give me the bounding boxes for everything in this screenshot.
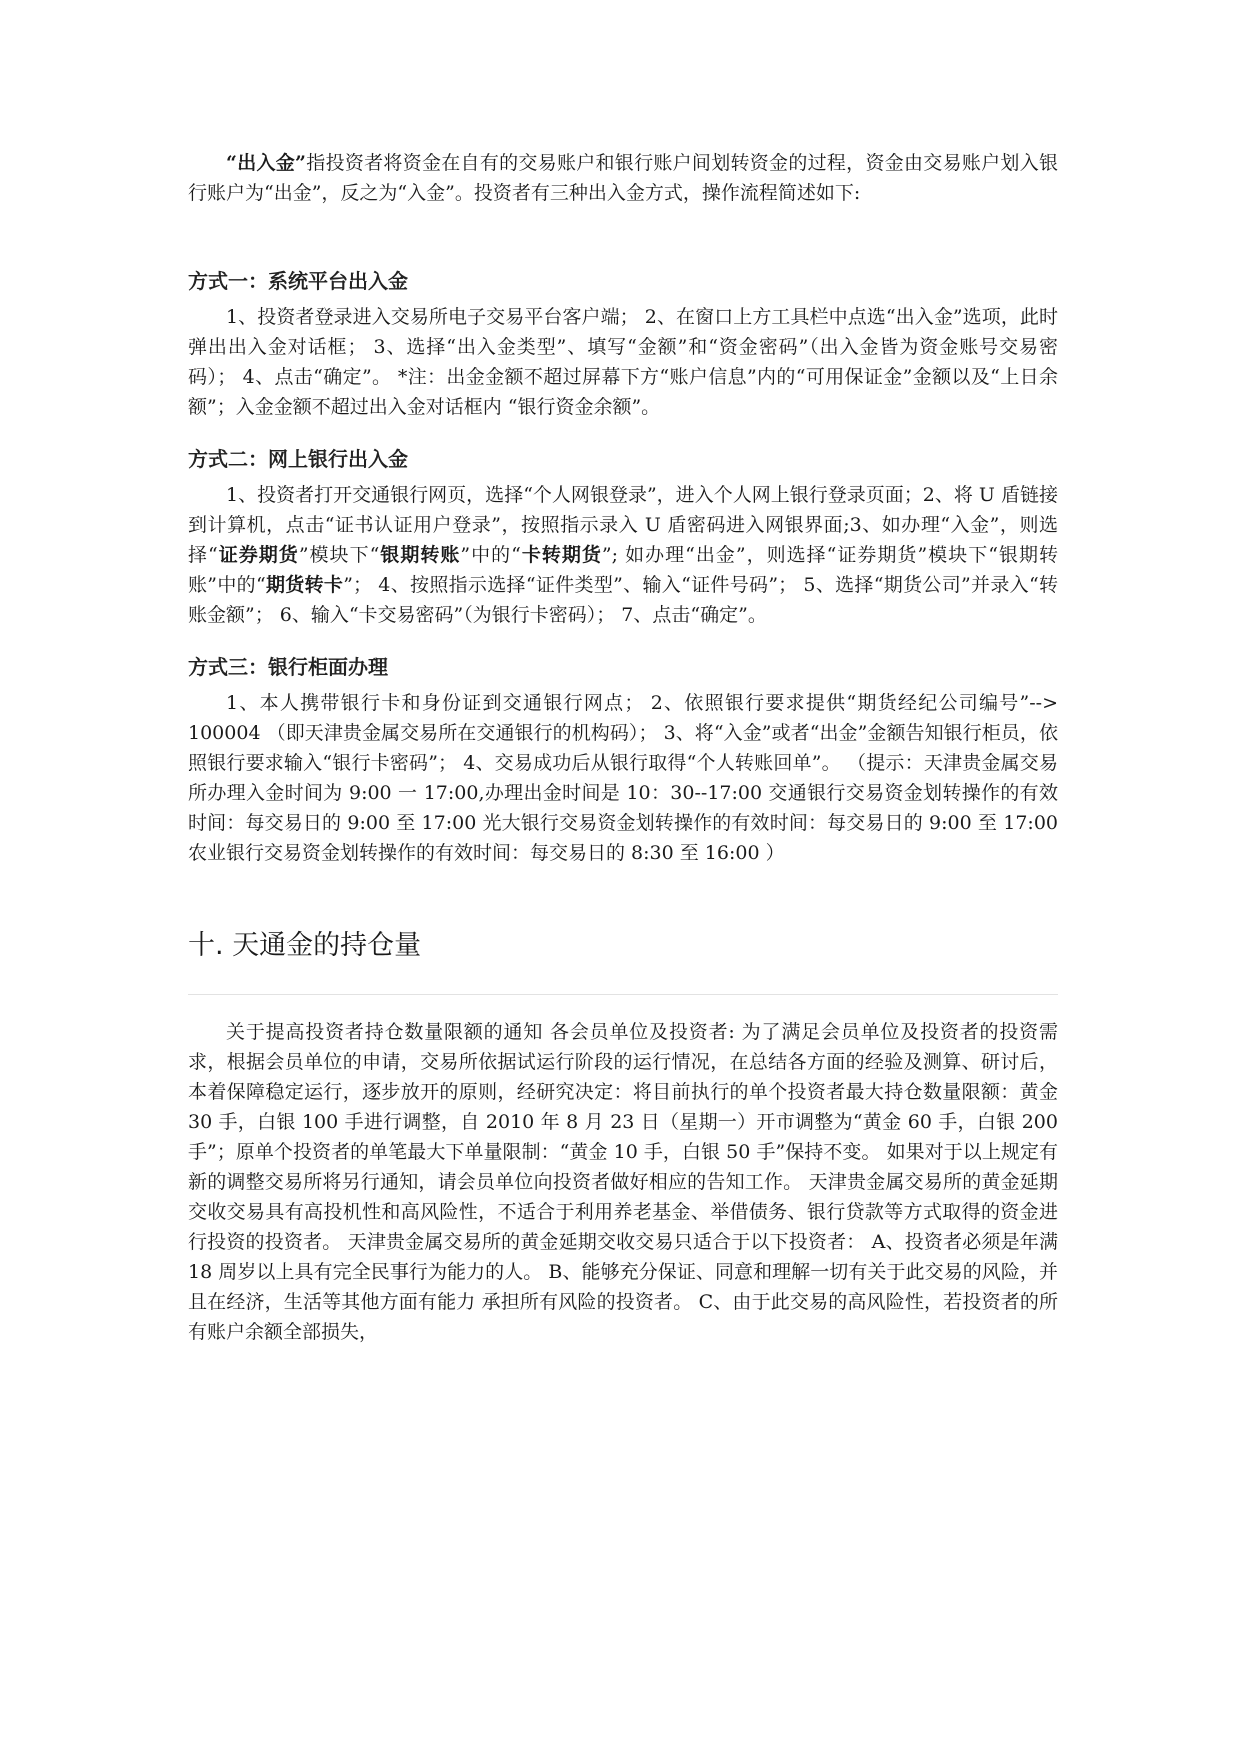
emphasis-futures-to-card: 期货转卡: [265, 574, 344, 596]
method-one-body: 1、投资者登录进入交易所电子交易平台客户端； 2、在窗口上方工具栏中点选“出入金”选项，此时弹出出入金对话框； 3、选择“出入金类型”、填写“金额”和“资金密码”（出入金皆为资金账号交易密码）； 4、点击“确定”。 *注：出金金额不超过屏幕下方“账户信息”内的“可用保证金”金额以及“上日余额”；入金金额不超过出入金对话框内 “银行资金余额”。: [188, 306, 1058, 418]
method-one: [188, 264, 1058, 422]
section-divider: [188, 994, 1058, 995]
section-body: 关于提高投资者持仓数量限额的通知 各会员单位及投资者: 为了满足会员单位及投资者的投资需求，根据会员单位的申请，交易所依据试运行阶段的运行情况，在总结各方面的经验及测算、研讨后，本着保障稳定运行，逐步放开的原则，经研究决定：将目前执行的单个投资者最大持仓数量限额：黄金 30 手，白银 100 手进行调整，自 2010 年 8 月 23 日（星期一）开市调整为“黄金 60 手，白银 200 手”；原单个投资者的单笔最大下单量限制：“黄金 10 手，白银 50 手”保持不变。 如果对于以上规定有新的调整交易所将另行通知，请会员单位向投资者做好相应的告知工作。 天津贵金属交易所的黄金延期交收交易具有高投机性和高风险性，不适合于利用养老基金、举借债务、银行贷款等方式取得的资金进行投资的投资者。 天津贵金属交易所的黄金延期交收交易只适合于以下投资者： A、投资者必须是年满 18 周岁以上具有完全民事行为能力的人。 B、能够充分保证、同意和理解一切有关于此交易的风险，并且在经济，生活等其他方面有能力 承担所有风险的投资者。 C、由于此交易的高风险性，若投资者的所有账户余额全部损失，: [188, 1021, 1058, 1343]
emphasis-card-to-futures: 卡转期货: [520, 544, 602, 566]
method-two-body: [188, 480, 1058, 630]
intro-term: “出入金”: [226, 152, 306, 174]
method-two-text-3: ”中的“: [460, 544, 521, 566]
method-two-heading: 方式二：网上银行出入金: [188, 447, 408, 471]
emphasis-bank-futures-transfer: 银期转账: [379, 544, 461, 566]
intro-text: 指投资者将资金在自有的交易账户和银行账户间划转资金的过程，资金由交易账户划入银行账户为“出金”，反之为“入金”。投资者有三种出入金方式，操作流程简述如下:: [188, 152, 1058, 204]
method-two: [188, 442, 1058, 630]
intro-paragraph: [188, 148, 1058, 208]
method-two-text-1: 1、投资者打开交通银行网页，选择“个人网银登录”，进入个人网上银行登录页面；2、将 U 盾链接到计算机，点击“证书认证用户登录”，按照指示录入 U 盾密码进入网银界面;3、如办理“入金”，则选择“: [188, 484, 1058, 566]
method-two-text-4: ”; 如办理“出金”，则选择“证券期货”模块下“银期转账”中的“: [188, 544, 1058, 596]
method-three-heading: 方式三：银行柜面办理: [188, 655, 388, 679]
document-content: [188, 148, 1058, 1347]
method-two-text-5: ”； 4、按照指示选择“证件类型”、输入“证件号码”； 5、选择“期货公司”并录入“转账金额”； 6、输入“卡交易密码”（为银行卡密码）； 7、点击“确定”。: [188, 574, 1058, 626]
method-two-text-2: ”模块下“: [298, 544, 380, 566]
emphasis-securities-futures: 证券期货: [217, 544, 299, 566]
method-three-body: 1、本人携带银行卡和身份证到交通银行网点； 2、依照银行要求提供“期货经纪公司编号”--> 100004 （即天津贵金属交易所在交通银行的机构码）； 3、将“入金”或者“出金”金额告知银行柜员，依照银行要求输入“银行卡密码”； 4、交易成功后从银行取得“个人转账回单”。 （提示：天津贵金属交易所办理入金时间为 9:00 一 17:00,办理出金时间是 10：30--17:00 交通银行交易资金划转操作的有效时间：每交易日的 9:00 至 17:00 光大银行交易资金划转操作的有效时间：每交易日的 9:00 至 17:00 农业银行交易资金划转操作的有效时间：每交易日的 8:30 至 16:00 ）: [188, 692, 1058, 864]
method-one-heading: 方式一：系统平台出入金: [188, 269, 408, 293]
method-three: [188, 650, 1058, 868]
section-title: 十. 天通金的持仓量: [188, 930, 422, 961]
